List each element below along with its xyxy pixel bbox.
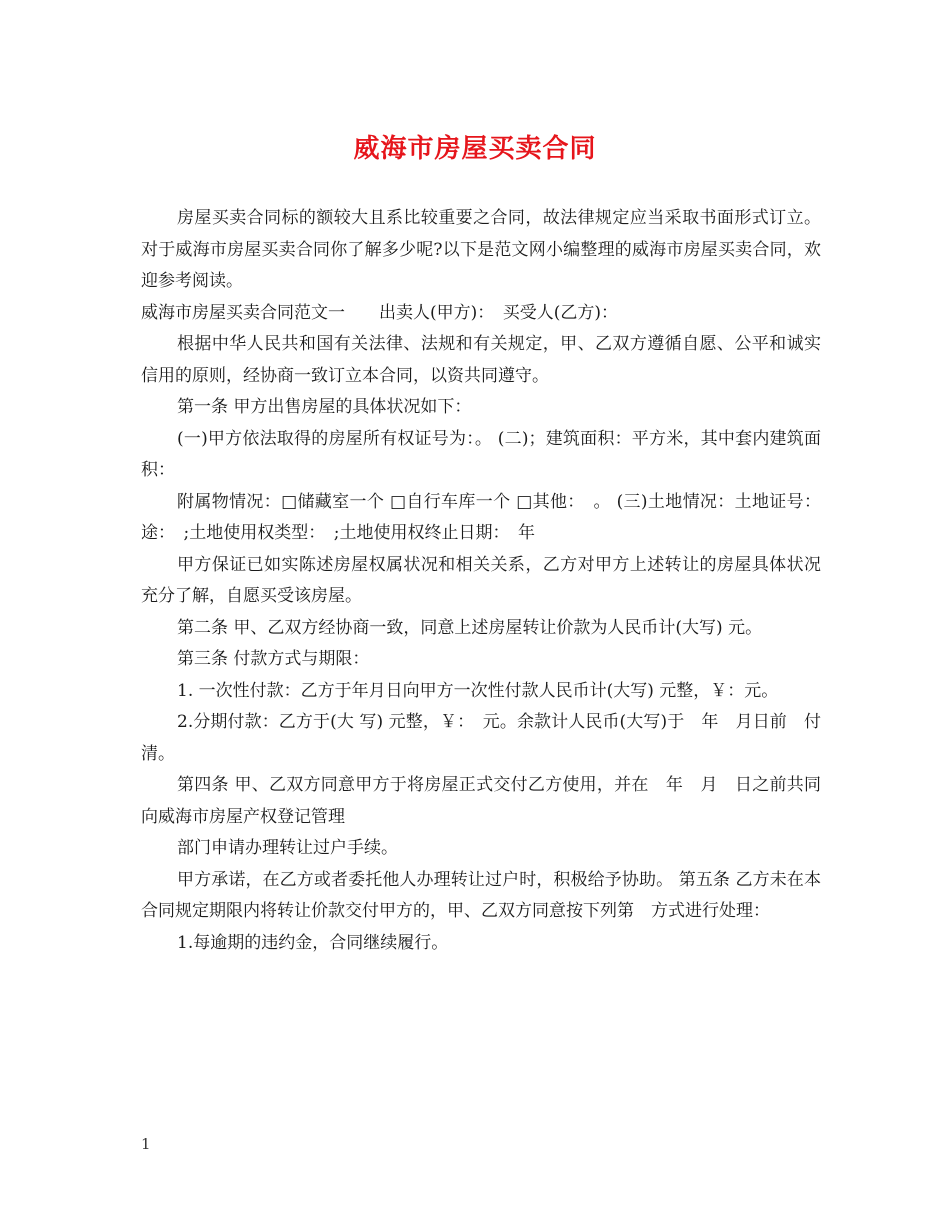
paragraph: 第一条 甲方出售房屋的具体状况如下： — [177, 397, 472, 417]
paragraph: (一)甲方依法取得的房屋所有权证号为：。 (二)；建筑面积：平方米，其中套内建筑面积： — [141, 428, 821, 480]
paragraph: 1. 一次性付款：乙方于年月日向甲方一次性付款人民币计(大写) 元整，￥：元。 — [177, 680, 779, 701]
paragraph: 甲方承诺，在乙方或者委托他人办理转让过户时，积极给予协助。 第五条 乙方未在本合同规定期限内将转让价款交付甲方的，甲、乙双方同意按下列第 方式进行处理： — [141, 869, 821, 921]
document-title: 威海市房屋买卖合同 — [353, 134, 597, 164]
paragraph: 附属物情况：□储藏室一个 □自行车库一个 □其他： 。 (三)土地情况：土地证号：途： ;土地使用权类型： ;土地使用权终止日期： 年 — [141, 491, 821, 543]
paragraph: 1.每逾期的违约金，合同继续履行。 — [177, 932, 449, 953]
paragraph: 第四条 甲、乙双方同意甲方于将房屋正式交付乙方使用，并在 年 月 日之前共同向威海市房屋产权登记管理 — [141, 775, 821, 827]
paragraph: 部门申请办理转让过户手续。 — [177, 838, 398, 858]
document-body — [141, 203, 821, 959]
paragraph: 根据中华人民共和国有关法律、法规和有关规定，甲、乙双方遵循自愿、公平和诚实信用的原则，经协商一致订立本合同，以资共同遵守。 — [141, 334, 821, 386]
paragraph: 房屋买卖合同标的额较大且系比较重要之合同，故法律规定应当采取书面形式订立。对于威海市房屋买卖合同你了解多少呢?以下是范文网小编整理的威海市房屋买卖合同，欢迎参考阅读。 — [141, 208, 821, 291]
paragraph: 第三条 付款方式与期限： — [177, 649, 370, 669]
page-number: 1 — [141, 1135, 151, 1153]
paragraph: 威海市房屋买卖合同范文一 出卖人(甲方)： 买受人(乙方)： — [141, 302, 619, 323]
paragraph: 2.分期付款：乙方于(大 写) 元整，￥： 元。余款计人民币(大写)于 年 月日前 付清。 — [141, 712, 821, 764]
paragraph: 甲方保证已如实陈述房屋权属状况和相关关系，乙方对甲方上述转让的房屋具体状况充分了解，自愿买受该房屋。 — [141, 554, 821, 606]
paragraph: 第二条 甲、乙双方经协商一致，同意上述房屋转让价款为人民币计(大写) 元。 — [177, 617, 763, 638]
